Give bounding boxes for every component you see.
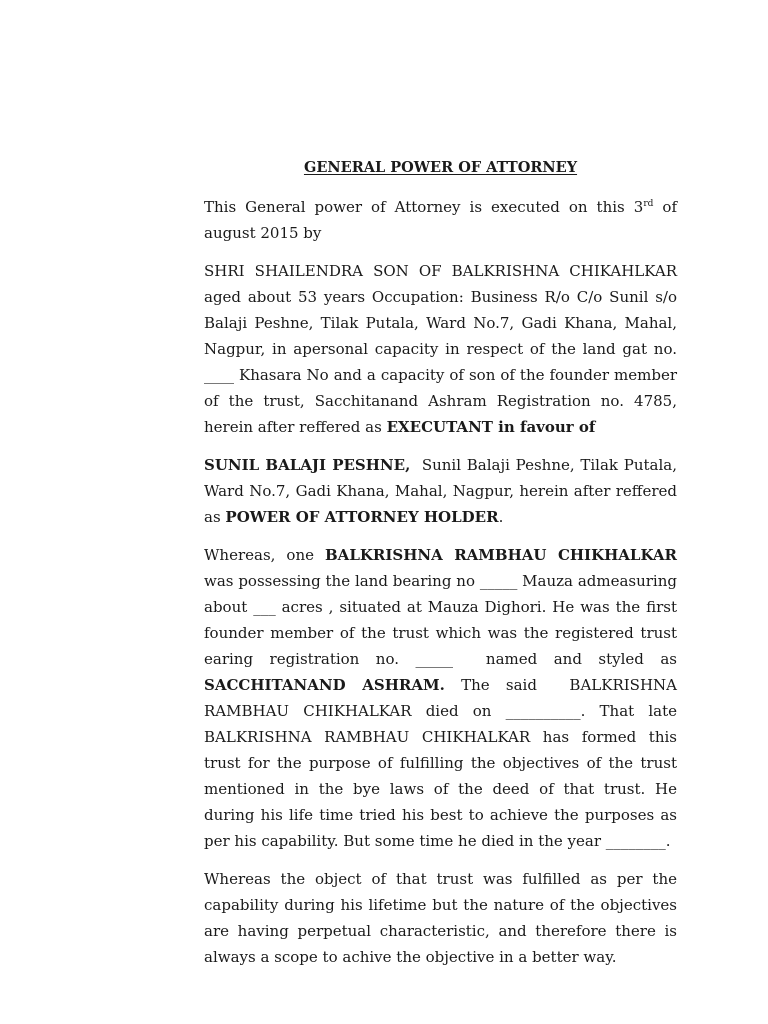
text-run: Whereas, one <box>204 546 325 564</box>
paragraph-intro <box>204 194 677 246</box>
text-run: Whereas the object of that trust was fulfilled as per the capability during his lifetime but the nature of the objectives are having perpetual characteristic, and therefore there is always a scope to achive the objective in a better way. <box>204 870 677 966</box>
bold-text-run: SACCHITANAND ASHRAM. <box>204 676 445 694</box>
paragraph-holder <box>204 452 682 530</box>
text-run: of august 2015 by <box>204 198 677 242</box>
bold-text-run: EXECUTANT in favour of <box>386 418 596 436</box>
text-run: was possessing the land bearing no _____ Mauza admeasuring about ___ acres , situated at Mauza Dighori. He was the first founder member of the trust which was the registered trust earing registration no. _____ named and styled as <box>204 546 682 668</box>
text-run: SHRI SHAILENDRA SON OF BALKRISHNA CHIKAHLKAR aged about 53 years Occupation: Business R/o C/o Sunil s/o Balaji Peshne, Tilak Putala, Ward No.7, Gadi Khana, Mahal, Nagpur, in apersonal capacity in respect of the land gat no. ____ Khasara No and a capacity of son of the founder member of the trust, Sacchitanand Ashram Registration no. 4785, herein after reffered as <box>204 262 677 436</box>
text-run: This General power of Attorney is executed on this 3 <box>204 198 644 216</box>
paragraph-whereas-2 <box>204 866 677 970</box>
text-run: Sunil Balaji Peshne, Tilak Putala, Ward No.7, Gadi Khana, Mahal, Nagpur, herein after reffered as <box>204 456 682 526</box>
bold-text-run: BALKRISHNA RAMBHAU CHIKHALKAR <box>325 546 677 564</box>
paragraph-whereas-1 <box>204 542 682 854</box>
paragraph-executant <box>204 258 677 440</box>
document-title: GENERAL POWER OF ATTORNEY <box>303 159 578 176</box>
bold-text-run: POWER OF ATTORNEY HOLDER <box>225 508 499 526</box>
text-run: . <box>498 508 504 526</box>
text-run: The said BALKRISHNA RAMBHAU CHIKHALKAR died on __________. That late BALKRISHNA RAMBHAU CHIKHALKAR has formed this trust for the purpose of fulfilling the objectives of the trust mentioned in the bye laws of the deed of that trust. He during his life time tried his best to achieve the purposes as per his capability. But some time he died in the year ________. <box>204 676 682 850</box>
ordinal-suffix: rd <box>643 199 654 209</box>
bold-text-run: SUNIL BALAJI PESHNE, <box>204 456 411 474</box>
